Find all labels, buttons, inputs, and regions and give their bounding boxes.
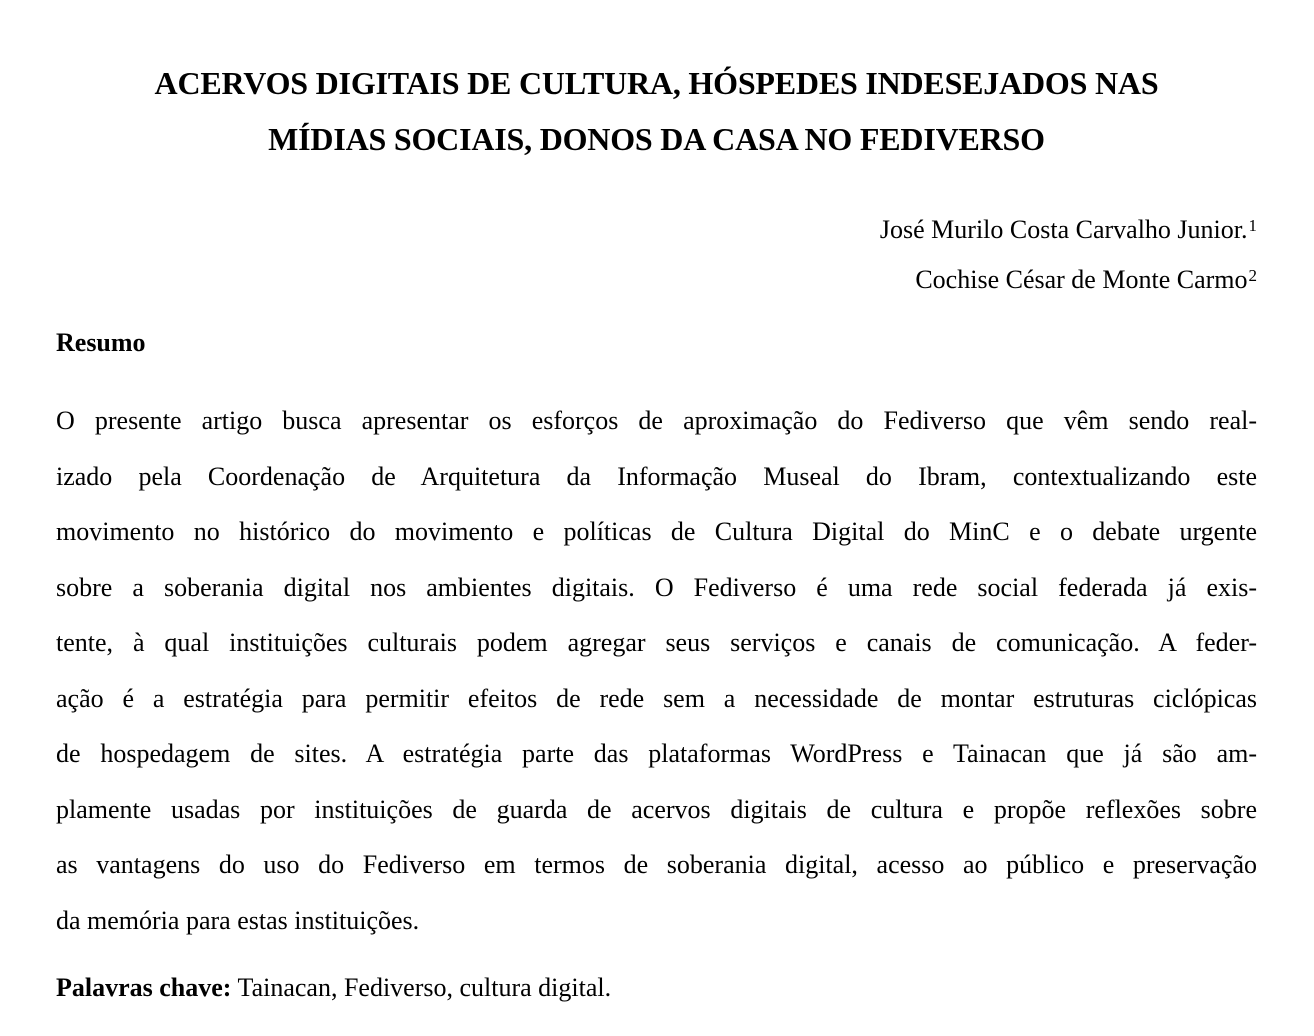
abstract-line: tente, à qual instituições culturais podem agregar seus serviços e canais de comunicação. A feder-	[56, 628, 1257, 657]
title-line-2: MÍDIAS SOCIAIS, DONOS DA CASA NO FEDIVERSO	[268, 121, 1045, 157]
author-2-name: Cochise César de Monte Carmo	[915, 265, 1248, 294]
abstract-heading: Resumo	[56, 328, 146, 357]
abstract-line: da memória para estas instituições.	[56, 905, 420, 935]
abstract-body	[56, 393, 1257, 948]
author-1-footnote-mark: 1	[1248, 216, 1257, 235]
author-2-footnote-mark: 2	[1248, 266, 1257, 285]
paper-title	[56, 0, 1257, 167]
author-1-name: José Murilo Costa Carvalho Junior.	[879, 215, 1248, 244]
keywords-value: Tainacan, Fediverso, cultura digital.	[231, 973, 612, 1002]
abstract-line: movimento no histórico do movimento e políticas de Cultura Digital do MinC e o debate urgente	[56, 517, 1257, 546]
abstract-line: sobre a soberania digital nos ambientes digitais. O Fediverso é uma rede social federada já exis-	[56, 572, 1257, 602]
title-line-1: ACERVOS DIGITAIS DE CULTURA, HÓSPEDES INDESEJADOS NAS	[154, 65, 1159, 101]
keywords	[56, 968, 1257, 1008]
author-2	[56, 255, 1257, 305]
author-1	[56, 205, 1257, 255]
keywords-label: Palavras chave:	[56, 973, 232, 1002]
abstract-line: izado pela Coordenação de Arquitetura da Informação Museal do Ibram, contextualizando este	[56, 461, 1257, 491]
abstract-line: plamente usadas por instituições de guarda de acervos digitais de cultura e propõe reflexões sobre	[56, 794, 1257, 824]
author-list	[56, 205, 1257, 305]
abstract-line: as vantagens do uso do Fediverso em termos de soberania digital, acesso ao público e preservação	[56, 850, 1257, 879]
abstract-line: ação é a estratégia para permitir efeitos de rede sem a necessidade de montar estruturas ciclópicas	[56, 683, 1257, 713]
abstract-line: de hospedagem de sites. A estratégia parte das plataformas WordPress e Tainacan que já são am-	[56, 739, 1257, 768]
abstract-line: O presente artigo busca apresentar os esforços de aproximação do Fediverso que vêm sendo real-	[56, 406, 1257, 435]
